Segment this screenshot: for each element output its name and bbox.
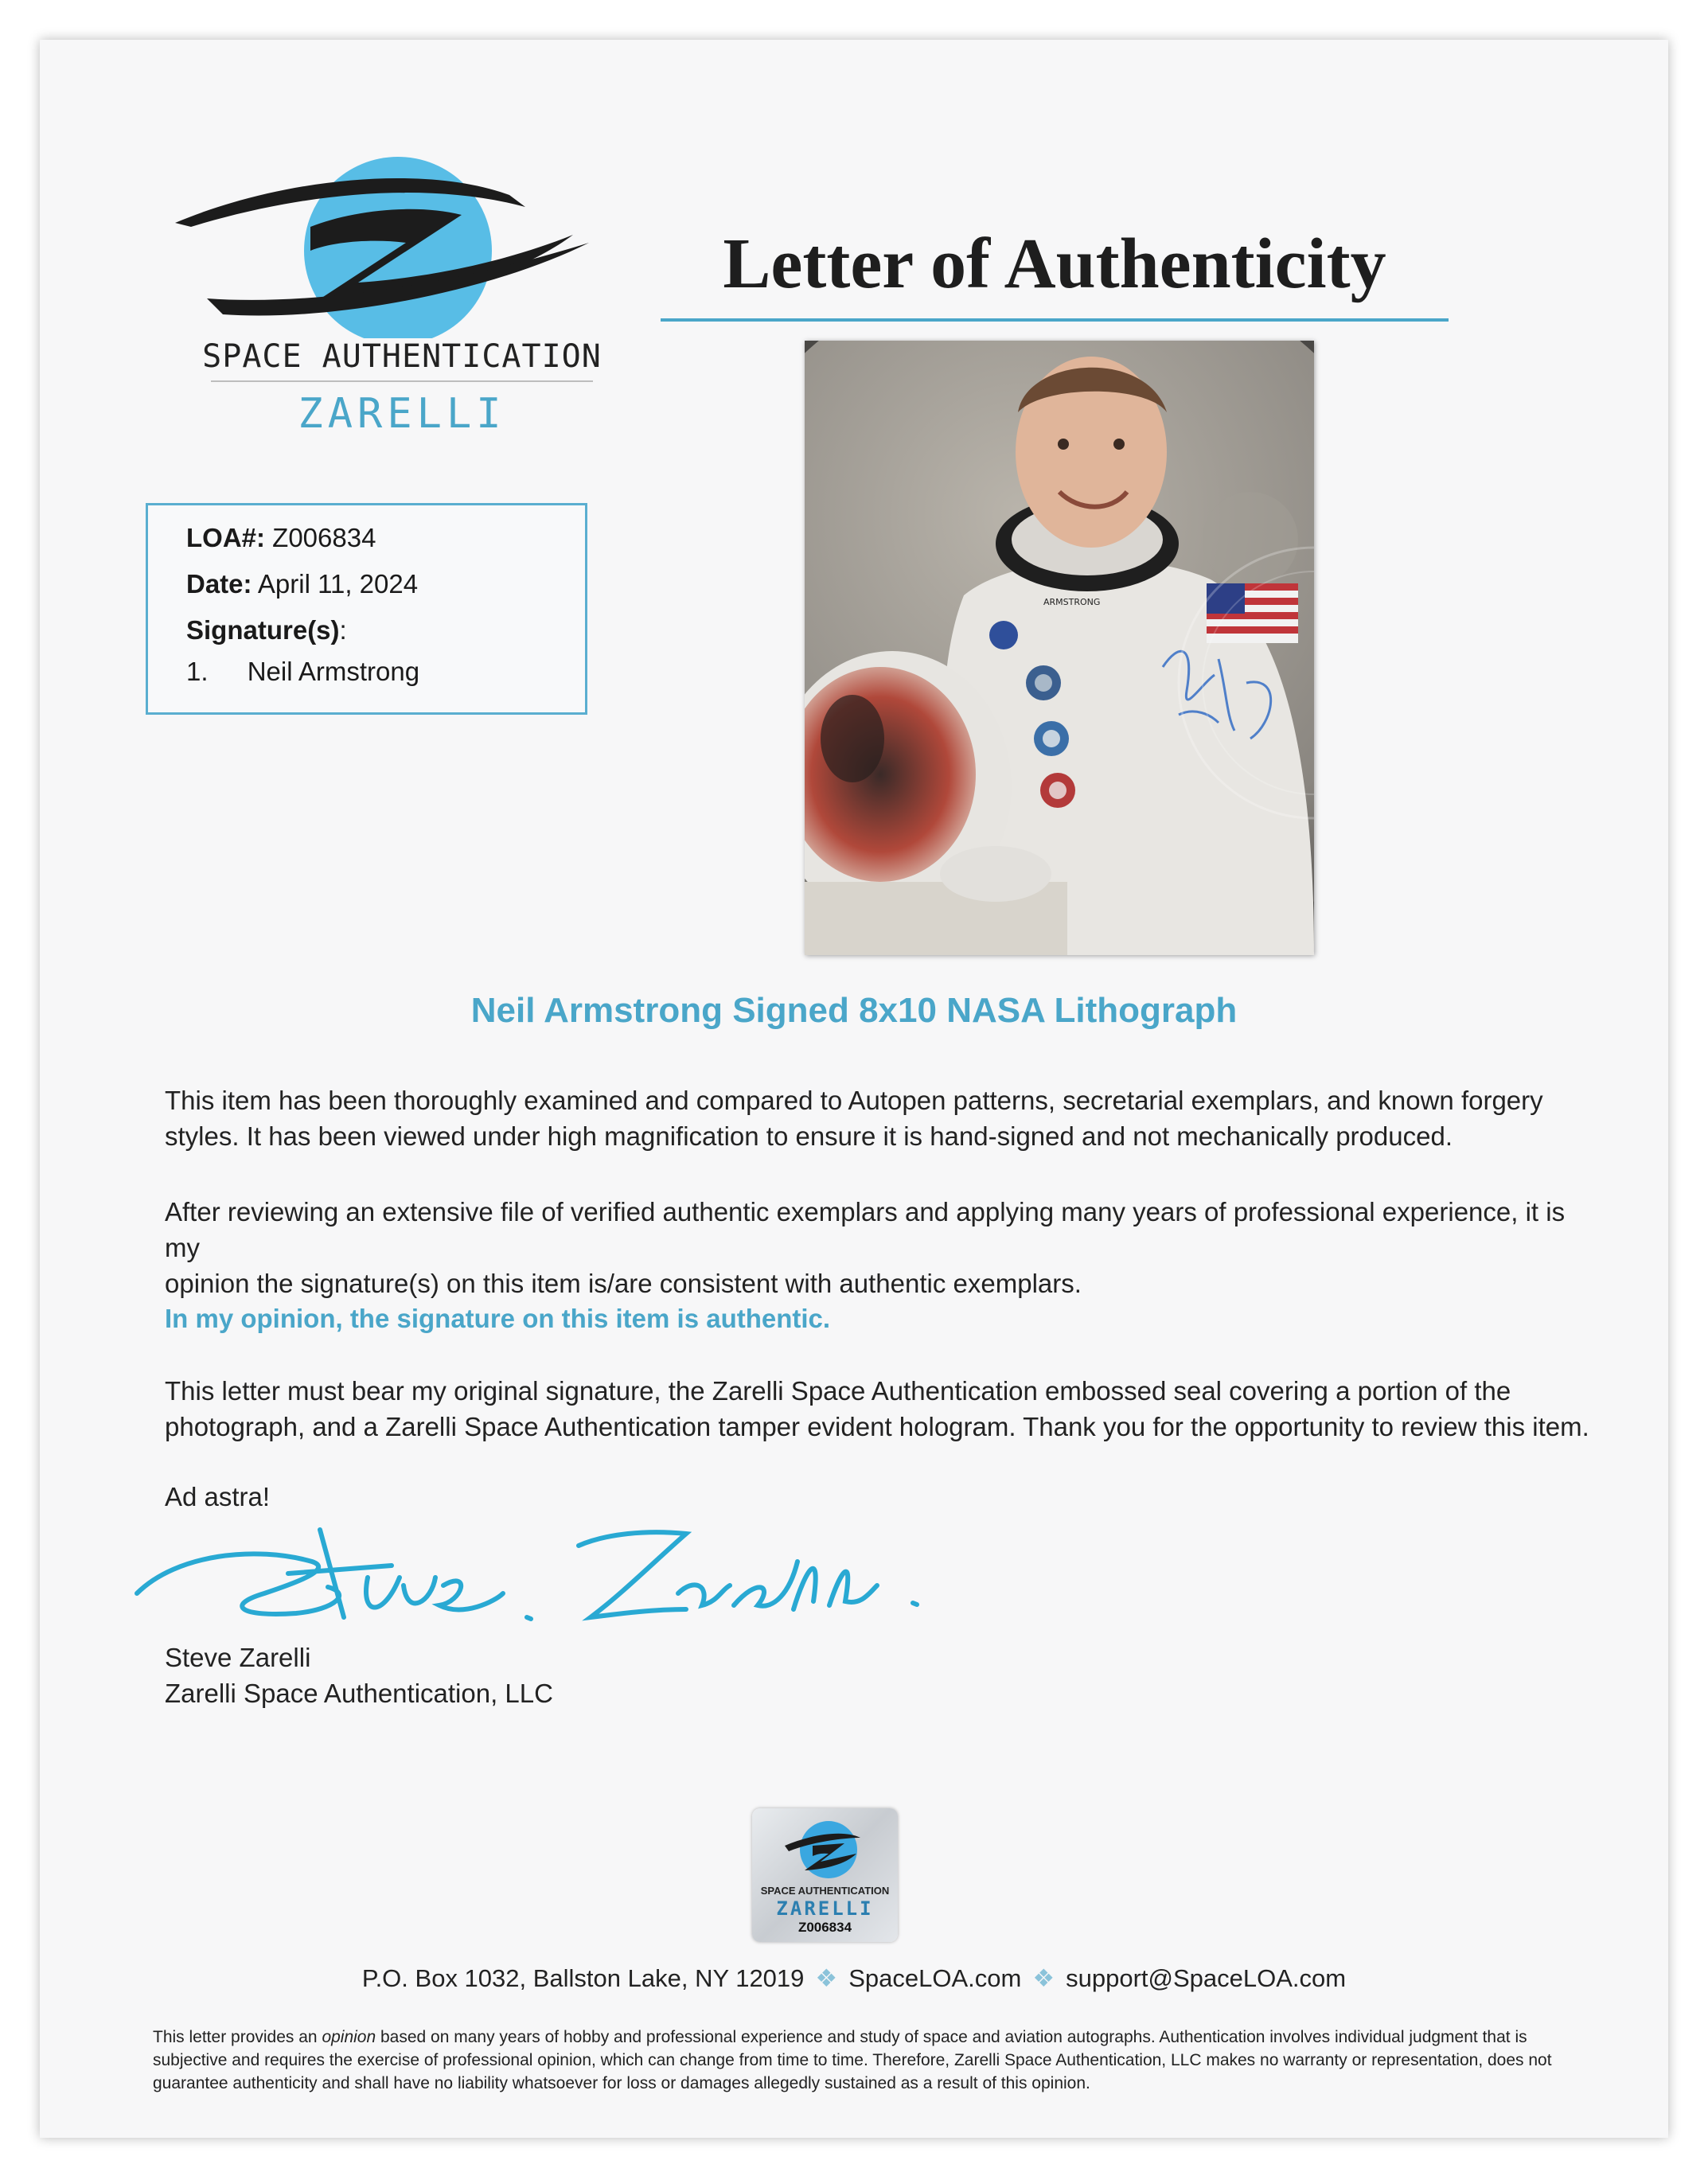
date-value: April 11, 2024 bbox=[257, 569, 419, 599]
signed-photo bbox=[805, 341, 1314, 955]
paragraph-line: This item has been thoroughly examined and compared to Autopen patterns, secretarial exemplars, and known forgery bbox=[165, 1086, 1543, 1115]
footer-website[interactable]: SpaceLOA.com bbox=[848, 1964, 1022, 1992]
signer-block bbox=[165, 1640, 1597, 1711]
paragraph-line: styles. It has been viewed under high magnification to ensure it is hand-signed and not mechanically produced. bbox=[165, 1121, 1453, 1151]
footer-address: P.O. Box 1032, Ballston Lake, NY 12019 bbox=[361, 1964, 805, 1992]
paragraph-examination bbox=[165, 1082, 1597, 1154]
footer-separator: ❖ bbox=[815, 1964, 838, 1992]
handwritten-signature bbox=[129, 1498, 957, 1653]
logo-line-zarelli: ZARELLI bbox=[298, 390, 506, 438]
disclaimer-text: based on many years of hobby and professional experience and study of space and aviation autographs. Authentication involves individual judgment that is bbox=[376, 2028, 1527, 2046]
disclaimer-text: This letter provides an bbox=[153, 2028, 322, 2046]
loa-number-value: Z006834 bbox=[272, 523, 376, 552]
hologram-line1: SPACE AUTHENTICATION bbox=[760, 1885, 890, 1897]
item-title: Neil Armstrong Signed 8x10 NASA Lithograph bbox=[470, 991, 1238, 1030]
signatures-row bbox=[186, 615, 347, 645]
paragraph-line: This letter must bear my original signature, the Zarelli Space Authentication embossed seal covering a portion of the bbox=[165, 1376, 1511, 1406]
footer-separator: ❖ bbox=[1032, 1964, 1055, 1992]
paragraph-line: opinion the signature(s) on this item is/are consistent with authentic exemplars. bbox=[165, 1269, 1082, 1298]
paragraph-line: After reviewing an extensive file of verified authentic exemplars and applying many years of professional experience, it is my bbox=[165, 1197, 1566, 1262]
signer-company: Zarelli Space Authentication, LLC bbox=[165, 1679, 553, 1708]
disclaimer-emphasis: opinion bbox=[322, 2028, 376, 2046]
zarelli-logo bbox=[159, 147, 605, 338]
signatures-label: Signature(s) bbox=[186, 615, 340, 645]
logo-line-space-authentication: SPACE AUTHENTICATION bbox=[202, 338, 602, 375]
title-underline bbox=[661, 318, 1449, 322]
paragraph-line: photograph, and a Zarelli Space Authentication tamper evident hologram. Thank you for the opportunity to review this item. bbox=[165, 1412, 1589, 1441]
footer-contact bbox=[40, 1964, 1668, 1993]
signatures-colon: : bbox=[339, 615, 347, 645]
closing-text: Ad astra! bbox=[165, 1482, 271, 1511]
logo-divider bbox=[211, 380, 593, 382]
footer-email[interactable]: support@SpaceLOA.com bbox=[1066, 1964, 1347, 1992]
disclaimer-line: guarantee authenticity and shall have no liability whatsoever for loss or damages allegedly sustained as a result of this opinion. bbox=[153, 2074, 1090, 2092]
signer-name: Steve Zarelli bbox=[165, 1643, 311, 1672]
tamper-hologram bbox=[752, 1808, 898, 1942]
disclaimer bbox=[153, 2026, 1601, 2095]
signature-item-name: Neil Armstrong bbox=[247, 657, 420, 686]
paragraph-requirements bbox=[165, 1373, 1597, 1445]
loa-info-box bbox=[146, 503, 587, 715]
date-row bbox=[186, 569, 418, 599]
loa-number-row bbox=[186, 523, 376, 553]
date-label: Date: bbox=[186, 569, 252, 599]
loa-number-label: LOA#: bbox=[186, 523, 265, 552]
hologram-line2: ZARELLI bbox=[776, 1897, 874, 1920]
letter-sheet bbox=[40, 40, 1668, 2138]
disclaimer-line: subjective and requires the exercise of professional opinion, which can change from time to time. Therefore, Zarelli Space Authentication, LLC makes no warranty or representation, does not bbox=[153, 2051, 1552, 2069]
paragraph-review bbox=[165, 1194, 1597, 1301]
suit-nametag: ARMSTRONG bbox=[1043, 597, 1101, 607]
hologram-logo-icon bbox=[781, 1818, 868, 1882]
disclaimer-line bbox=[153, 2026, 1601, 2049]
signature-item bbox=[186, 657, 419, 687]
page-title: Letter of Authenticity bbox=[723, 224, 1386, 303]
signature-item-number: 1. bbox=[186, 657, 209, 686]
astronaut-photo-image bbox=[805, 341, 1314, 955]
opinion-statement: In my opinion, the signature on this item is authentic. bbox=[165, 1304, 831, 1333]
hologram-code: Z006834 bbox=[797, 1920, 852, 1935]
